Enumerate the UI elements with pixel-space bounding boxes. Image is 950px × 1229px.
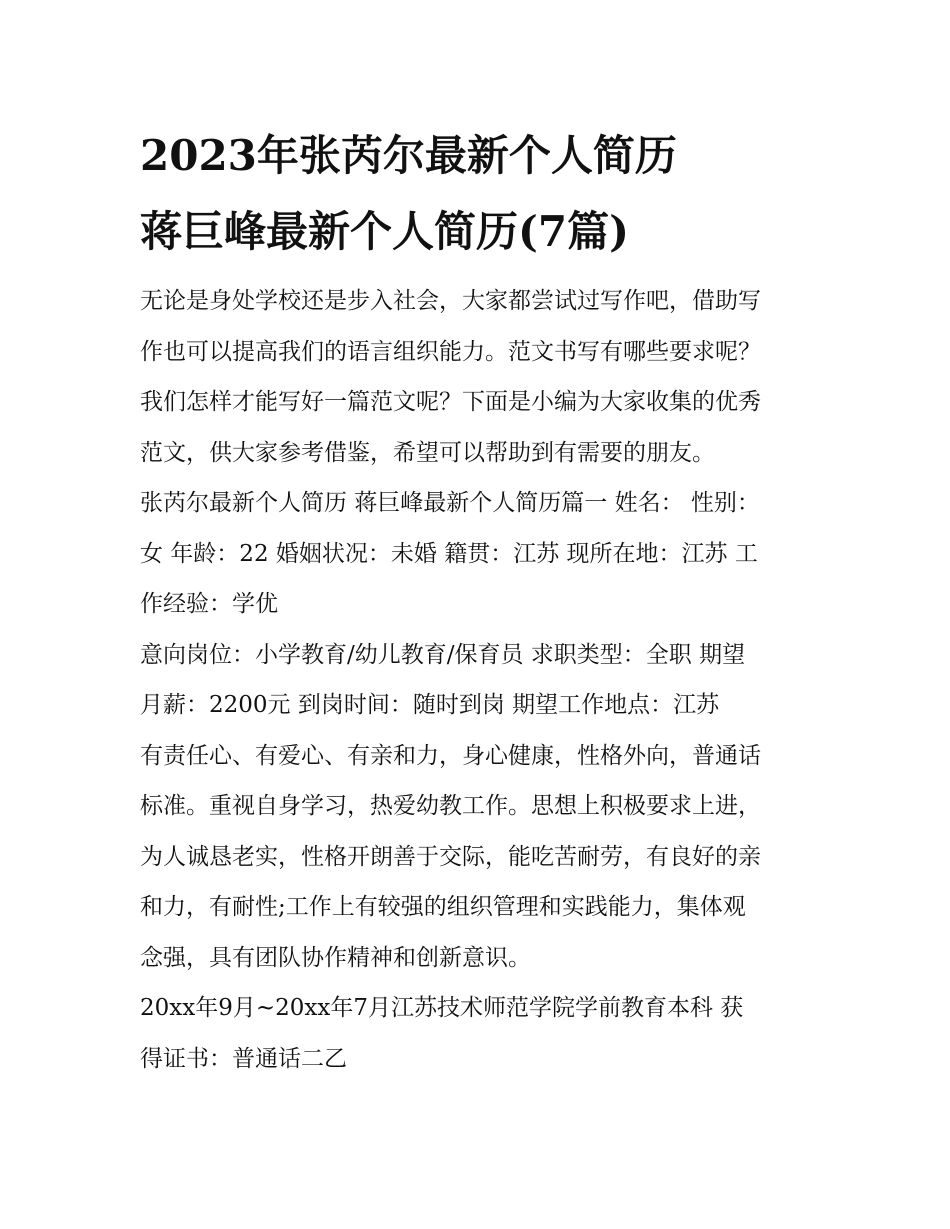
job-intent-paragraph	[140, 630, 820, 731]
self-evaluation-paragraph	[140, 731, 820, 984]
document-title	[140, 118, 820, 270]
text-line: 得证书：普通话二乙	[140, 1045, 347, 1072]
title-line-2: 蒋巨峰最新个人简历(7篇)	[140, 207, 629, 256]
document-body	[140, 276, 820, 1084]
text-line: 作也可以提高我们的语言组织能力。范文书写有哪些要求呢？	[140, 338, 761, 365]
text-line: 女 年龄：22 婚姻状况：未婚 籍贯：江苏 现所在地：江苏 工	[140, 540, 758, 567]
text-line: 作经验：学优	[140, 591, 278, 617]
text-line: 月薪：2200元 到岗时间：随时到岗 期望工作地点：江苏	[140, 692, 720, 718]
text-line: 我们怎样才能写好一篇范文呢？下面是小编为大家收集的优秀	[140, 389, 761, 415]
text-line: 为人诚恳老实，性格开朗善于交际，能吃苦耐劳，有良好的亲	[140, 843, 761, 870]
personal-info-paragraph	[140, 478, 820, 630]
text-line: 念强，具有团队协作精神和创新意识。	[140, 944, 531, 971]
text-line: 张芮尔最新个人简历 蒋巨峰最新个人简历篇一 姓名： 性别：	[140, 490, 760, 516]
title-line-1: 2023年张芮尔最新个人简历	[140, 131, 677, 180]
text-line: 标准。重视自身学习，热爱幼教工作。思想上积极要求上进，	[140, 793, 761, 819]
intro-paragraph	[140, 276, 820, 478]
text-line: 意向岗位：小学教育/幼儿教育/保育员 求职类型：全职 期望	[140, 641, 746, 668]
text-line: 无论是身处学校还是步入社会，大家都尝试过写作吧，借助写	[140, 288, 761, 314]
text-line: 20xx年9月~20xx年7月江苏技术师范学院学前教育本科 获	[140, 995, 744, 1021]
text-line: 和力，有耐性;工作上有较强的组织管理和实践能力，集体观	[140, 894, 746, 920]
text-line: 有责任心、有爱心、有亲和力，身心健康，性格外向，普通话	[140, 742, 761, 769]
text-line: 范文，供大家参考借鉴，希望可以帮助到有需要的朋友。	[140, 439, 715, 466]
education-paragraph	[140, 983, 820, 1084]
